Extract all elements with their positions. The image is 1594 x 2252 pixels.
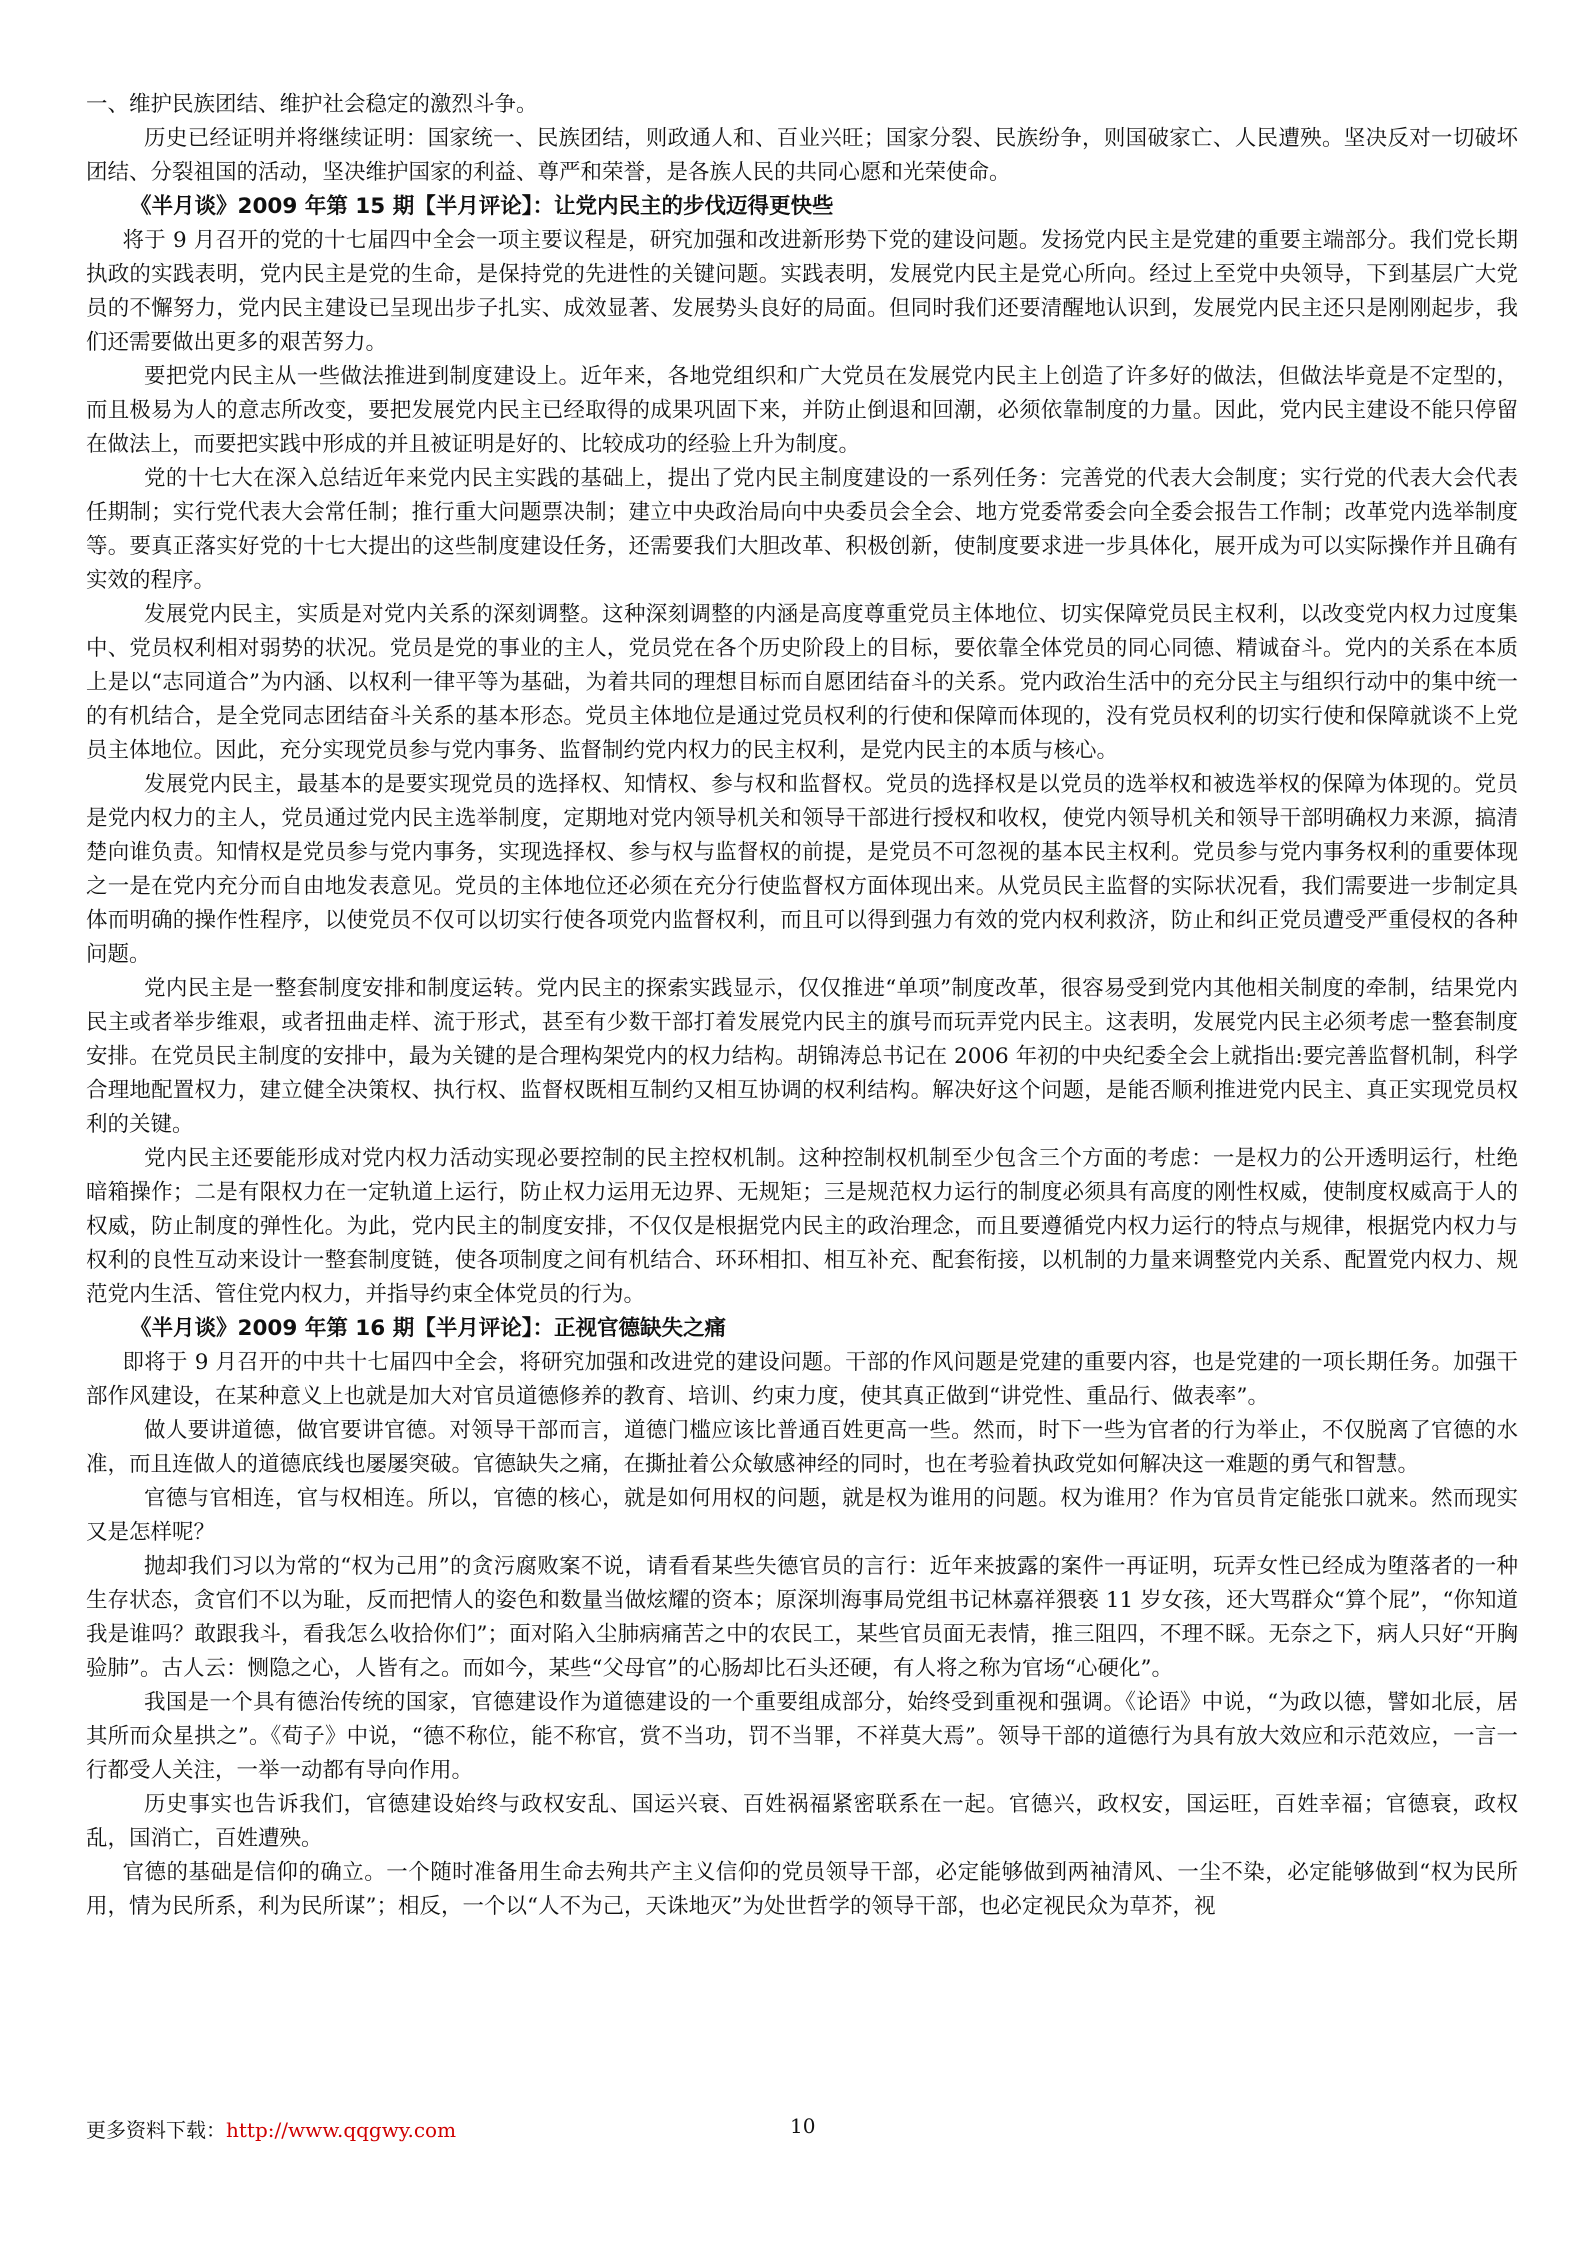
footer-download-note (86, 2114, 456, 2143)
page-footer (86, 2114, 1518, 2148)
body-paragraph: 抛却我们习以为常的“权为己用”的贪污腐败案不说，请看看某些失德官员的言行：近年来披露的案件一再证明，玩弄女性已经成为堕落者的一种生存状态，贪官们不以为耻，反而把情人的姿色和数量当做炫耀的资本；原深圳海事局党组书记林嘉祥猥亵 11 岁女孩，还大骂群众“算个屁”，“你知道我是谁吗？敢跟我斗，看我怎么收拾你们”；面对陷入尘肺病痛苦之中的农民工，某些官员面无表情，推三阻四，不理不睬。无奈之下，病人只好“开胸验肺”。古人云：恻隐之心，人皆有之。而如今，某些“父母官”的心肠却比石头还硬，有人将之称为官场“心硬化”。 (86, 1554, 1518, 1681)
page-number: 10 (790, 2114, 816, 2138)
body-paragraph: 将于 9 月召开的党的十七届四中全会一项主要议程是，研究加强和改进新形势下党的建设问题。发扬党内民主是党建的重要主端部分。我们党长期执政的实践表明，党内民主是党的生命，是保持党的先进性的关键问题。实践表明，发展党内民主是党心所向。经过上至党中央领导，下到基层广大党员的不懈努力，党内民主建设已呈现出步子扎实、成效显著、发展势头良好的局面。但同时我们还要清醒地认识到，发展党内民主还只是刚刚起步，我们还需要做出更多的艰苦努力。 (86, 228, 1518, 355)
body-paragraph: 历史事实也告诉我们，官德建设始终与政权安乱、国运兴衰、百姓祸福紧密联系在一起。官德兴，政权安，国运旺，百姓幸福；官德衰，政权乱，国消亡，百姓遭殃。 (86, 1792, 1518, 1851)
document-body (86, 88, 1518, 1924)
body-paragraph: 做人要讲道德，做官要讲官德。对领导干部而言，道德门槛应该比普通百姓更高一些。然而，时下一些为官者的行为举止，不仅脱离了官德的水准，而且连做人的道德底线也屡屡突破。官德缺失之痛，在撕扯着公众敏感神经的同时，也在考验着执政党如何解决这一难题的勇气和智慧。 (86, 1418, 1518, 1477)
footer-label: 更多资料下载： (86, 2118, 226, 2142)
body-paragraph: 即将于 9 月召开的中共十七届四中全会，将研究加强和改进党的建设问题。干部的作风问题是党建的重要内容，也是党建的一项长期任务。加强干部作风建设，在某种意义上也就是加大对官员道德修养的教育、培训、约束力度，使其真正做到“讲党性、重品行、做表率”。 (86, 1350, 1518, 1409)
body-paragraph: 历史已经证明并将继续证明：国家统一、民族团结，则政通人和、百业兴旺；国家分裂、民族纷争，则国破家亡、人民遭殃。坚决反对一切破坏团结、分裂祖国的活动，坚决维护国家的利益、尊严和荣誉，是各族人民的共同心愿和光荣使命。 (86, 126, 1518, 185)
body-paragraph: 官德与官相连，官与权相连。所以，官德的核心，就是如何用权的问题，就是权为谁用的问题。权为谁用？作为官员肯定能张口就来。然而现实又是怎样呢？ (86, 1486, 1518, 1545)
body-paragraph: 我国是一个具有德治传统的国家，官德建设作为道德建设的一个重要组成部分，始终受到重视和强调。《论语》中说，“为政以德，譬如北辰，居其所而众星拱之”。《荀子》中说，“德不称位，能不称官，赏不当功，罚不当罪，不祥莫大焉”。领导干部的道德行为具有放大效应和示范效应，一言一行都受人关注，一举一动都有导向作用。 (86, 1690, 1518, 1783)
section-heading: 《半月谈》2009 年第 15 期【半月评论】：让党内民主的步伐迈得更快些 (130, 194, 834, 219)
body-paragraph: 一、维护民族团结、维护社会稳定的激烈斗争。 (86, 92, 538, 117)
body-paragraph: 官德的基础是信仰的确立。一个随时准备用生命去殉共产主义信仰的党员领导干部，必定能够做到两袖清风、一尘不染，必定能够做到“权为民所用，情为民所系，利为民所谋”；相反，一个以“人不为己，天诛地灭”为处世哲学的领导干部，也必定视民众为草芥，视 (86, 1860, 1518, 1919)
section-heading: 《半月谈》2009 年第 16 期【半月评论】：正视官德缺失之痛 (130, 1316, 726, 1341)
body-paragraph: 发展党内民主，最基本的是要实现党员的选择权、知情权、参与权和监督权。党员的选择权是以党员的选举权和被选举权的保障为体现的。党员是党内权力的主人，党员通过党内民主选举制度，定期地对党内领导机关和领导干部进行授权和收权，使党内领导机关和领导干部明确权力来源，搞清楚向谁负责。知情权是党员参与党内事务，实现选择权、参与权与监督权的前提，是党员不可忽视的基本民主权利。党员参与党内事务权利的重要体现之一是在党内充分而自由地发表意见。党员的主体地位还必须在充分行使监督权方面体现出来。从党员民主监督的实际状况看，我们需要进一步制定具体而明确的操作性程序，以使党员不仅可以切实行使各项党内监督权利，而且可以得到强力有效的党内权利救济，防止和纠正党员遭受严重侵权的各种问题。 (86, 772, 1518, 967)
body-paragraph: 发展党内民主，实质是对党内关系的深刻调整。这种深刻调整的内涵是高度尊重党员主体地位、切实保障党员民主权利，以改变党内权力过度集中、党员权利相对弱势的状况。党员是党的事业的主人，党员党在各个历史阶段上的目标，要依靠全体党员的同心同德、精诚奋斗。党内的关系在本质上是以“志同道合”为内涵、以权利一律平等为基础，为着共同的理想目标而自愿团结奋斗的关系。党内政治生活中的充分民主与组织行动中的集中统一的有机结合，是全党同志团结奋斗关系的基本形态。党员主体地位是通过党员权利的行使和保障而体现的，没有党员权利的切实行使和保障就谈不上党员主体地位。因此，充分实现党员参与党内事务、监督制约党内权力的民主权利，是党内民主的本质与核心。 (86, 602, 1518, 763)
footer-url-link[interactable]: http://www.qqgwy.com (226, 2118, 457, 2142)
body-paragraph: 党的十七大在深入总结近年来党内民主实践的基础上，提出了党内民主制度建设的一系列任务：完善党的代表大会制度；实行党的代表大会代表任期制；实行党代表大会常任制；推行重大问题票决制；建立中央政治局向中央委员会全会、地方党委常委会向全委会报告工作制；改革党内选举制度等。要真正落实好党的十七大提出的这些制度建设任务，还需要我们大胆改革、积极创新，使制度要求进一步具体化，展开成为可以实际操作并且确有实效的程序。 (86, 466, 1518, 593)
body-paragraph: 要把党内民主从一些做法推进到制度建设上。近年来，各地党组织和广大党员在发展党内民主上创造了许多好的做法，但做法毕竟是不定型的，而且极易为人的意志所改变，要把发展党内民主已经取得的成果巩固下来，并防止倒退和回潮，必须依靠制度的力量。因此，党内民主建设不能只停留在做法上，而要把实践中形成的并且被证明是好的、比较成功的经验上升为制度。 (86, 364, 1518, 457)
body-paragraph: 党内民主是一整套制度安排和制度运转。党内民主的探索实践显示，仅仅推进“单项”制度改革，很容易受到党内其他相关制度的牵制，结果党内民主或者举步维艰，或者扭曲走样、流于形式，甚至有少数干部打着发展党内民主的旗号而玩弄党内民主。这表明，发展党内民主必须考虑一整套制度安排。在党员民主制度的安排中，最为关键的是合理构架党内的权力结构。胡锦涛总书记在 2006 年初的中央纪委全会上就指出:要完善监督机制，科学合理地配置权力，建立健全决策权、执行权、监督权既相互制约又相互协调的权利结构。解决好这个问题，是能否顺利推进党内民主、真正实现党员权利的关键。 (86, 976, 1518, 1137)
body-paragraph: 党内民主还要能形成对党内权力活动实现必要控制的民主控权机制。这种控制权机制至少包含三个方面的考虑：一是权力的公开透明运行，杜绝暗箱操作；二是有限权力在一定轨道上运行，防止权力运用无边界、无规矩；三是规范权力运行的制度必须具有高度的刚性权威，使制度权威高于人的权威，防止制度的弹性化。为此，党内民主的制度安排，不仅仅是根据党内民主的政治理念，而且要遵循党内权力运行的特点与规律，根据党内权力与权利的良性互动来设计一整套制度链，使各项制度之间有机结合、环环相扣、相互补充、配套衔接，以机制的力量来调整党内关系、配置党内权力、规范党内生活、管住党内权力，并指导约束全体党员的行为。 (86, 1146, 1518, 1307)
